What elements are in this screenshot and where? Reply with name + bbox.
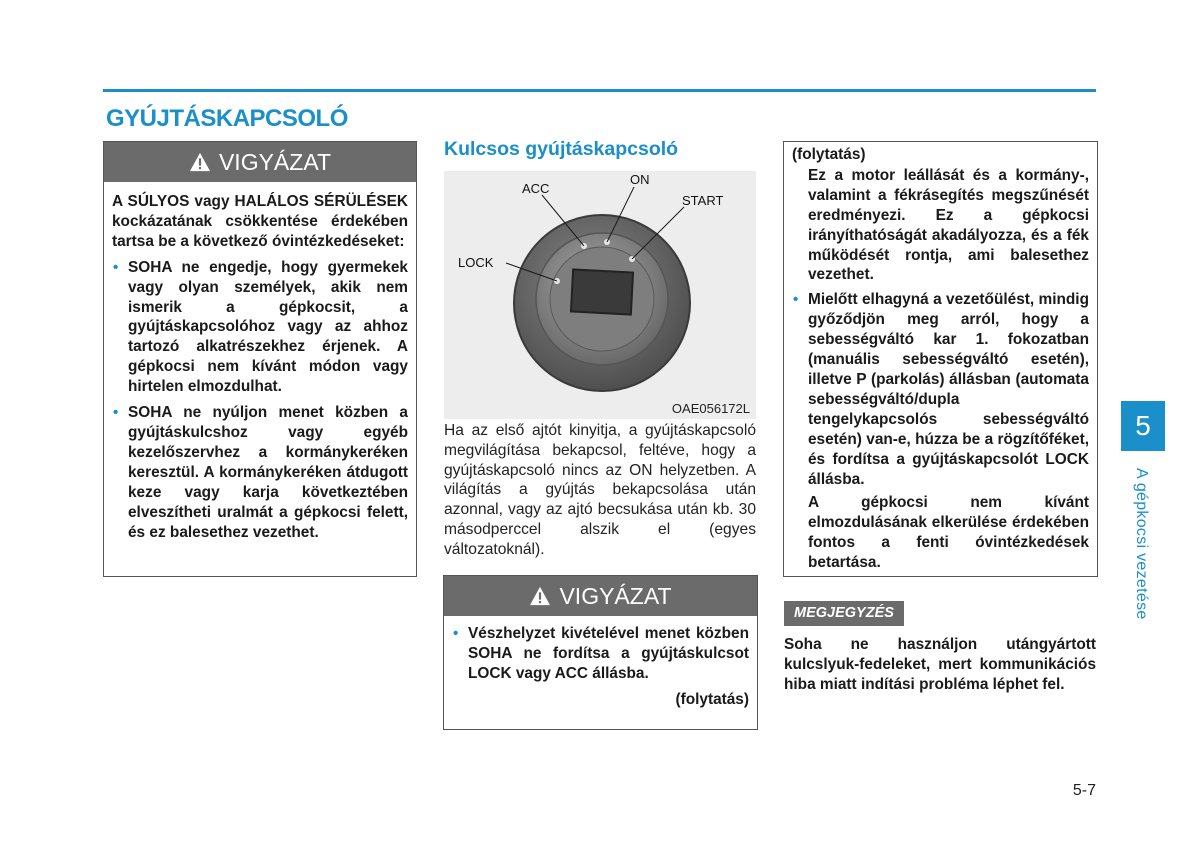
warning-header [444, 576, 757, 616]
body-paragraph: Ha az első ajtót kinyitja, a gyújtáskapcsoló megvilágítása bekapcsol, feltéve, hogy a gyújtáskapcsoló nincs az ON helyzetben. A világítás a gyújtás bekapcsolása után azonnal, vagy az ajtó becsukása után kb. 30 másodperccel alszik el (egyes változatoknál). [444, 422, 756, 558]
continued-label: (folytatás) [675, 690, 749, 708]
warning-body [444, 616, 757, 710]
warning-bullet: • SOHA ne nyúljon menet közben a gyújtáskulcshoz vagy egyéb kezelőszervhez a kormánykeréken keresztül. A kormánykeréken átdugott keze vagy karja következtében elveszítheti uralmát a gépkocsi felett, és ez balesethez vezethet. [112, 403, 408, 542]
continued-label: (folytatás) [792, 146, 866, 163]
warning-triangle-icon [189, 152, 211, 172]
label-start: START [682, 193, 724, 208]
warning-box-right [783, 141, 1098, 577]
warning-title: VIGYÁZAT [218, 149, 332, 175]
warning-bullet: • Vészhelyzet kivételével menet közben SOHA ne fordítsa a gyújtáskulcsot LOCK vagy ACC állásba. [452, 624, 749, 684]
warning-body [784, 142, 1097, 573]
chapter-name: A gépkocsi vezetése [1133, 468, 1150, 620]
warning-bullet: • Mielőtt elhagyná a vezetőülést, mindig győződjön meg arról, hogy a sebességváltó kar 1. fokozatban (manuális sebességváltó esetén), illetve P (parkolás) állásban (automata sebességváltó/dupla tengelykapcsolós sebességváltó esetén) van-e, húzza be a rögzítőféket, és fordítsa a gyújtáskapcsolót LOCK állásba. [792, 290, 1089, 489]
section-title: GYÚJTÁSKAPCSOLÓ [106, 105, 348, 132]
warning-box-left [103, 141, 417, 577]
warning-paragraph: Ez a motor leállását és a kormány-, valamint a fékrásegítés megszűnését eredményezi. Ez a gépkocsi irányíthatóságát akadályozza, és a fék működését rontja, ami balesethez vezethet. [808, 166, 1089, 284]
label-acc: ACC [522, 181, 550, 196]
top-rule [103, 89, 1096, 92]
subsection-title: Kulcsos gyújtáskapcsoló [444, 138, 679, 160]
warning-body [104, 182, 416, 542]
note-text: Soha ne használjon utángyártott kulcslyuk-fedeleket, mert kommunikációs hiba miatt indítási probléma léphet fel. [784, 636, 1096, 693]
label-lock: LOCK [458, 255, 494, 270]
warning-bullet: • SOHA ne engedje, hogy gyermekek vagy olyan személyek, akik nem ismerik a gépkocsit, a gyújtáskapcsolóhoz vagy az ahhoz tartozó alkatrészekhez érjenek. A gépkocsi nem kívánt módon vagy hirtelen elmozdulhat. [112, 258, 408, 397]
warning-title: VIGYÁZAT [559, 583, 672, 609]
figure-caption: OAE056172L [671, 401, 750, 416]
warning-header [104, 142, 416, 182]
ignition-switch-figure [444, 171, 756, 419]
note-label: MEGJEGYZÉS [784, 601, 904, 626]
chapter-number-tab: 5 [1121, 401, 1165, 451]
warning-intro: A SÚLYOS vagy HALÁLOS SÉRÜLÉSEK kockázatának csökkentése érdekében tartsa be a következő óvintézkedéseket: [112, 193, 408, 250]
ignition-switch-illustration [444, 171, 756, 419]
page-number: 5-7 [1072, 782, 1096, 799]
warning-box-middle [443, 575, 758, 730]
warning-paragraph: A gépkocsi nem kívánt elmozdulásának elkerülése érdekében fontos a fenti óvintézkedések betartása. [808, 494, 1089, 572]
label-on: ON [630, 172, 650, 187]
warning-triangle-icon [529, 586, 551, 606]
